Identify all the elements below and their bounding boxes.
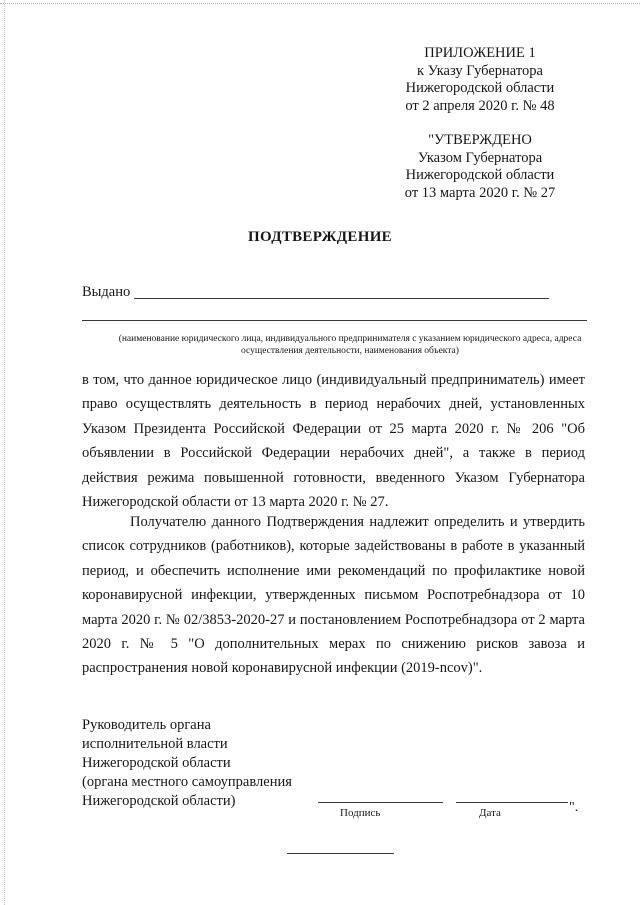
issued-label: Выдано: [82, 284, 131, 300]
issued-fill-line: [134, 298, 549, 299]
signer-line: исполнительной власти: [82, 736, 228, 752]
signer-block: [82, 716, 292, 811]
date-caption: Дата: [479, 807, 501, 819]
signer-line: Нижегородской области: [82, 755, 231, 771]
annex-line: от 2 апреля 2020 г. № 48: [405, 97, 555, 114]
issued-fill-line-2: [82, 320, 587, 321]
signer-line: (органа местного самоуправления: [82, 774, 292, 790]
approved-header: [380, 132, 580, 202]
signer-line: Руководитель органа: [82, 717, 211, 733]
document-title: ПОДТВЕРЖДЕНИЕ: [248, 229, 392, 245]
approved-line: Нижегородской области: [405, 167, 555, 183]
annex-line: ПРИЛОЖЕНИЕ 1: [424, 45, 536, 61]
signer-line: Нижегородской области): [82, 793, 236, 809]
paragraph-rights: в том, что данное юридическое лицо (индивидуальный предприниматель) имеет право осуществлять деятельность в период нерабочих дней, установленных Указом Президента Российской Федерации от 25 марта 2020 г. № 206 "Об объявлении в Российской Федерации нерабочих дней", а также в период действия режима повышенной готовности, введенного Указом Губернатора Нижегородской области от 13 марта 2020 г. № 27.: [82, 372, 585, 511]
page-edge-left: [4, 0, 6, 905]
approved-line: Указом Губернатора: [417, 149, 543, 166]
approved-line: "УТВЕРЖДЕНО: [428, 132, 532, 148]
paragraph-obligations: Получателю данного Подтверждения надлежит определить и утвердить список сотрудников (работников), которые задействованы в работе в указанный период, и обеспечить исполнение ими рекомендаций по профилактике новой коронавирусной инфекции, утвержденных письмом Роспотребнадзора от 10 марта 2020 г. № 02/3853-2020-27 и постановлением Роспотребнадзора от 2 марта 2020 г. № 5 "О дополнительных мерах по снижению рисков завоза и распространения новой коронавирусной инфекции (2019-ncov)".: [82, 514, 585, 677]
page-edge-top: [0, 3, 640, 5]
signature-caption: Подпись: [340, 807, 381, 819]
closing-quote: ".: [569, 800, 579, 815]
signature-line: [318, 802, 443, 803]
annex-header: [380, 45, 580, 115]
annex-line: Нижегородской области: [405, 80, 555, 96]
date-line: [456, 802, 568, 803]
annex-line: к Указу Губернатора: [417, 62, 543, 79]
issued-hint: (наименование юридического лица, индивидуального предпринимателя с указанием юридического адреса, адреса осуществления деятельности, наименования объекта): [118, 334, 582, 356]
bottom-rule: [287, 853, 394, 854]
approved-line: от 13 марта 2020 г. № 27: [404, 184, 556, 201]
